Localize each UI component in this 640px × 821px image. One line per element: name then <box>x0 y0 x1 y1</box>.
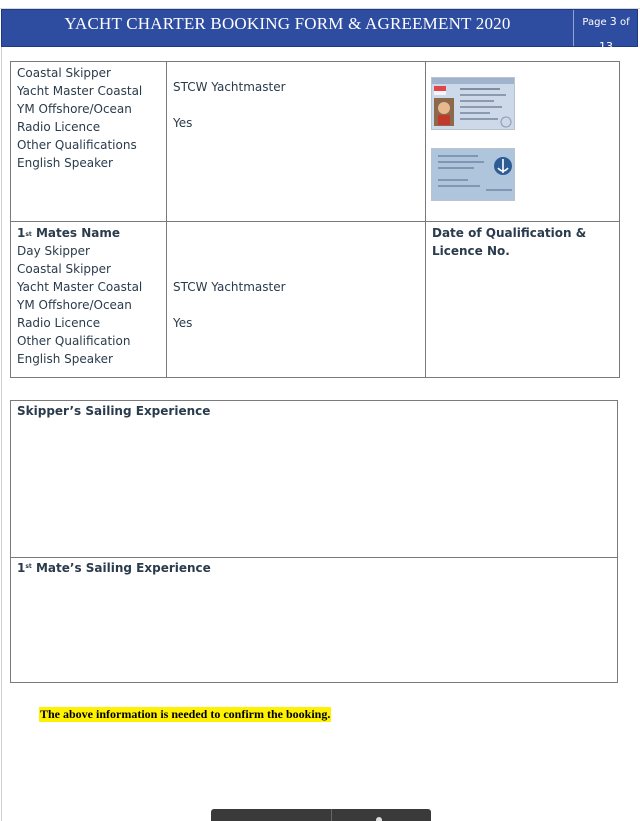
document-title: YACHT CHARTER BOOKING FORM & AGREEMENT 2020 <box>64 14 511 33</box>
qualification-label: Yacht Master Coastal <box>17 280 143 294</box>
toolbar-divider <box>331 809 332 821</box>
page-current: 3 <box>609 15 617 28</box>
skipper-licence-card-image <box>431 77 515 130</box>
qualification-label: Other Qualification <box>17 334 131 348</box>
skipper-yachtmaster-value: STCW Yachtmaster <box>173 80 286 94</box>
skipper-experience-box[interactable] <box>10 400 618 558</box>
skipper-experience-label: Skipper’s Sailing Experience <box>17 404 211 418</box>
page-total: 13 <box>599 40 613 53</box>
mate-date-cell <box>426 222 620 378</box>
skipper-row <box>11 62 620 222</box>
mate-licence-card-image <box>431 148 515 201</box>
mate-experience-box[interactable] <box>10 557 618 683</box>
page-prefix: Page <box>582 17 610 28</box>
qualification-label: YM Offshore/Ocean <box>17 298 132 312</box>
mate-values-cell <box>167 222 426 378</box>
mate-experience-label: 1st Mate’s Sailing Experience <box>17 561 211 575</box>
qualifications-table <box>10 61 620 378</box>
skipper-qualifications-cell <box>11 62 167 222</box>
viewer-toolbar[interactable] <box>211 809 431 821</box>
mate-radio-value: Yes <box>173 316 193 330</box>
page-indicator <box>574 10 638 53</box>
qualification-label: Radio Licence <box>17 316 101 330</box>
qualification-label: Coastal Skipper <box>17 262 111 276</box>
qualification-label: Radio Licence <box>17 120 101 134</box>
mate-qualifications-cell <box>11 222 167 378</box>
mate-yachtmaster-value: STCW Yachtmaster <box>173 280 286 294</box>
qualification-label: Other Qualifications <box>17 138 137 152</box>
qualification-label: English Speaker <box>17 352 113 366</box>
qualification-label: English Speaker <box>17 156 113 170</box>
skipper-values-cell <box>167 62 426 222</box>
toolbar-icon[interactable] <box>376 817 382 821</box>
document-header <box>1 9 638 53</box>
page-top-edge <box>0 0 640 9</box>
mate-row <box>11 222 620 378</box>
date-qualification-heading: Date of Qualification & <box>432 226 587 240</box>
qualification-label: Day Skipper <box>17 244 90 258</box>
qualification-label: Coastal Skipper <box>17 66 111 80</box>
page-left-edge <box>1 47 2 821</box>
qualification-label: Yacht Master Coastal <box>17 84 143 98</box>
mate-name-heading: 1st Mates Name <box>17 226 121 240</box>
qualification-label: YM Offshore/Ocean <box>17 102 132 116</box>
page-sep: of <box>616 17 630 28</box>
licence-no-heading: Licence No. <box>432 244 510 258</box>
skipper-radio-value: Yes <box>173 116 193 130</box>
booking-notice: The above information is needed to confirm the booking. <box>40 707 331 721</box>
